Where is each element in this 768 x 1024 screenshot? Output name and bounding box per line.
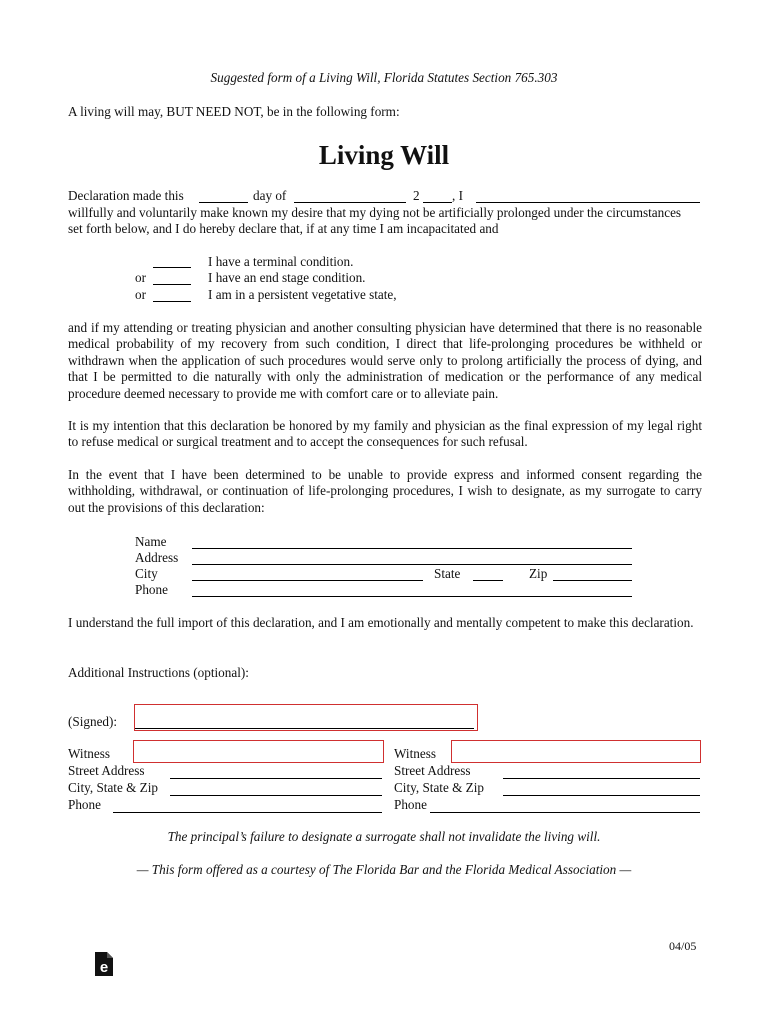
witness-left-street-label: Street Address — [68, 763, 145, 778]
witness-right-street-label: Street Address — [394, 763, 471, 778]
witness-left-city-label: City, State & Zip — [68, 780, 158, 795]
witness-right-field[interactable] — [451, 740, 701, 763]
surrogate-address-label: Address — [135, 550, 179, 565]
surrogate-phone-label: Phone — [135, 582, 168, 597]
page-title: Living Will — [318, 140, 450, 170]
witness-right-city-label: City, State & Zip — [394, 780, 484, 795]
witness-right-phone-field[interactable] — [430, 812, 700, 813]
understand-paragraph: I understand the full import of this declaration, and I am emotionally and mentally competent to make this declaration. — [68, 615, 694, 630]
declaration-year-line[interactable] — [423, 202, 452, 203]
additional-instructions-label: Additional Instructions (optional): — [68, 665, 249, 680]
revision-date: 04/05 — [669, 939, 697, 953]
suggested-form-caption: Suggested form of a Living Will, Florida Statutes Section 765.303 — [210, 70, 558, 85]
signed-label: (Signed): — [68, 714, 118, 729]
condition-end-stage: I have an end stage condition. — [208, 270, 366, 285]
surrogate-zip-label: Zip — [529, 566, 548, 581]
surrogate-phone-field[interactable] — [192, 596, 632, 597]
surrogate-paragraph: In the event that I have been determined to be unable to provide express and informed consent regarding the withholding, withdrawal, or continuation of life-prolonging procedures, I wish to designate, as my surrogate to carry out the provisions of this declaration: — [68, 467, 702, 515]
witness-right-label: Witness — [394, 746, 436, 761]
witness-right-street-field[interactable] — [503, 778, 700, 779]
surrogate-city-field[interactable] — [192, 580, 423, 581]
comma-i-label: , I — [452, 188, 463, 203]
eforms-logo-icon — [94, 951, 114, 977]
surrogate-city-label: City — [135, 566, 158, 581]
declaration-line-3: set forth below, and I do hereby declare that, if at any time I am incapacitated and — [68, 221, 499, 236]
surrogate-failure-note: The principal’s failure to designate a surrogate shall not invalidate the living will. — [167, 829, 601, 844]
declaration-month-line[interactable] — [294, 202, 406, 203]
surrogate-name-field[interactable] — [192, 548, 632, 549]
svg-text:e: e — [99, 959, 109, 976]
witness-right-city-field[interactable] — [503, 795, 700, 796]
surrogate-state-field[interactable] — [473, 580, 503, 581]
declarant-name-line[interactable] — [476, 202, 700, 203]
declaration-made-this-label: Declaration made this — [68, 188, 184, 203]
surrogate-state-label: State — [434, 566, 461, 581]
witness-left-phone-label: Phone — [68, 797, 101, 812]
year-prefix: 2 — [413, 188, 420, 203]
intention-paragraph: It is my intention that this declaration be honored by my family and physician as the final expression of my legal right to refuse medical or surgical treatment and to accept the consequences for such refusal. — [68, 418, 702, 450]
physician-paragraph: and if my attending or treating physician and another consulting physician have determined that there is no reasonable medical probability of my recovery from such condition, I direct that life-prolonging procedures be withheld or withdrawn when the application of such procedures would serve only to prolong artificially the process of dying, and that I be permitted to die naturally with only the administration of medication or the performance of any medical procedure deemed necessary to provide me with comfort care or to alleviate pain. — [68, 320, 702, 401]
surrogate-name-label: Name — [135, 534, 167, 549]
surrogate-address-field[interactable] — [192, 564, 632, 565]
vegetative-state-line[interactable] — [153, 301, 191, 302]
witness-left-phone-field[interactable] — [113, 812, 382, 813]
surrogate-zip-field[interactable] — [553, 580, 632, 581]
signature-field[interactable] — [134, 704, 478, 731]
witness-right-phone-label: Phone — [394, 797, 427, 812]
witness-left-street-field[interactable] — [170, 778, 382, 779]
witness-left-city-field[interactable] — [170, 795, 382, 796]
condition-or-label: or — [135, 287, 146, 302]
courtesy-note: — This form offered as a courtesy of The Florida Bar and the Florida Medical Association — — [136, 862, 632, 877]
condition-vegetative: I am in a persistent vegetative state, — [208, 287, 397, 302]
intro-text: A living will may, BUT NEED NOT, be in the following form: — [68, 104, 400, 119]
witness-left-field[interactable] — [133, 740, 384, 763]
witness-left-label: Witness — [68, 746, 110, 761]
day-of-label: day of — [253, 188, 287, 203]
declaration-day-line[interactable] — [199, 202, 248, 203]
declaration-line-2: willfully and voluntarily make known my desire that my dying not be artificially prolonged under the circumstances — [68, 205, 682, 220]
end-stage-condition-line[interactable] — [153, 284, 191, 285]
condition-terminal: I have a terminal condition. — [208, 254, 354, 269]
terminal-condition-line[interactable] — [153, 267, 191, 268]
condition-or-label: or — [135, 270, 146, 285]
